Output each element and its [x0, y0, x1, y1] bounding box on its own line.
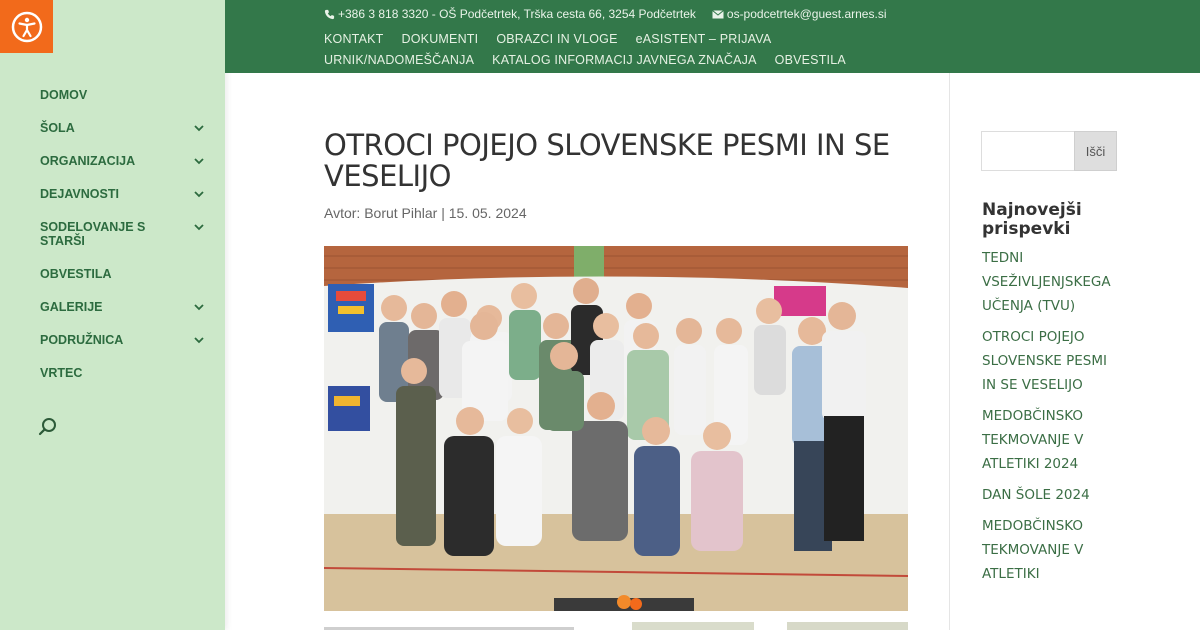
recent-post-link[interactable]: OTROCI POJEJO SLOVENSKE PESMI IN SE VESELIJO — [982, 329, 1107, 393]
accessibility-button[interactable] — [0, 0, 53, 53]
accessibility-icon — [11, 11, 43, 43]
nav-item-label: PODRUŽNICA — [40, 333, 124, 347]
left-sidebar — [0, 0, 225, 630]
post-body-snippet — [324, 624, 624, 630]
nav-item-sola[interactable] — [40, 121, 205, 135]
nav-item-label: OBVESTILA — [40, 267, 112, 281]
chevron-down-icon[interactable] — [193, 222, 205, 232]
top-menu-item-katalog[interactable]: KATALOG INFORMACIJ JAVNEGA ZNAČAJA — [492, 53, 757, 67]
nav-item-podruznica[interactable] — [40, 333, 205, 347]
top-menu — [324, 29, 944, 71]
nav-item-sodelovanje[interactable] — [40, 220, 205, 248]
nav-item-label: ORGANIZACIJA — [40, 154, 136, 168]
sidebar-search-button[interactable]: Išči — [1074, 131, 1117, 171]
email-text: os-podcetrtek@guest.arnes.si — [726, 7, 887, 21]
post-title: OTROCI POJEJO SLOVENSKE PESMI IN SE VESELIJO — [324, 128, 890, 193]
chevron-down-icon[interactable] — [193, 189, 205, 199]
contact-line — [324, 7, 886, 21]
group-photo-illustration — [324, 246, 908, 611]
phone-icon — [324, 9, 335, 20]
nav-item-label: GALERIJE — [40, 300, 103, 314]
chevron-down-icon[interactable] — [193, 302, 205, 312]
recent-post-link[interactable]: DAN ŠOLE 2024 — [982, 487, 1090, 503]
recent-post-link[interactable]: MEDOBČINSKO TEKMOVANJE V ATLETIKI — [982, 518, 1084, 582]
search-icon[interactable] — [38, 417, 58, 437]
nav-item-label: SODELOVANJE S STARŠI — [40, 220, 146, 248]
recent-post-link[interactable]: MEDOBČINSKO TEKMOVANJE V ATLETIKI 2024 — [982, 408, 1084, 472]
top-menu-item-dokumenti[interactable]: DOKUMENTI — [401, 32, 479, 46]
post-image[interactable] — [324, 246, 908, 611]
nav-item-galerije[interactable] — [40, 300, 205, 314]
gallery-thumbnail[interactable] — [787, 622, 908, 630]
nav-item-domov[interactable] — [40, 88, 168, 102]
chevron-down-icon[interactable] — [193, 335, 205, 345]
nav-item-label: DEJAVNOSTI — [40, 187, 119, 201]
nav-item-dejavnosti[interactable] — [40, 187, 205, 201]
contact-text: +386 3 818 3320 - OŠ Podčetrtek, Trška cesta 66, 3254 Podčetrtek — [338, 7, 696, 21]
nav-item-label: VRTEC — [40, 366, 83, 380]
top-menu-item-obvestila[interactable]: OBVESTILA — [774, 53, 846, 67]
recent-posts-title: Najnovejši prispevki — [982, 200, 1082, 239]
nav-item-label: DOMOV — [40, 88, 88, 102]
gallery-thumbnail[interactable] — [632, 622, 754, 630]
recent-posts-list — [982, 246, 1122, 593]
nav-item-organizacija[interactable] — [40, 154, 205, 168]
content-divider — [949, 73, 950, 630]
sidebar-search-input[interactable] — [981, 131, 1075, 171]
top-menu-item-obrazci[interactable]: OBRAZCI IN VLOGE — [496, 32, 618, 46]
nav-item-obvestila[interactable] — [40, 267, 168, 281]
nav-item-label: ŠOLA — [40, 121, 75, 135]
envelope-icon — [712, 10, 724, 19]
top-menu-item-kontakt[interactable]: KONTAKT — [324, 32, 384, 46]
nav-item-vrtec[interactable] — [40, 366, 168, 380]
chevron-down-icon[interactable] — [193, 123, 205, 133]
top-menu-item-urnik[interactable]: URNIK/NADOMEŠČANJA — [324, 53, 475, 67]
top-menu-item-easistent[interactable]: eASISTENT – PRIJAVA — [635, 32, 772, 46]
chevron-down-icon[interactable] — [193, 156, 205, 166]
post-meta: Avtor: Borut Pihlar | 15. 05. 2024 — [324, 205, 527, 221]
recent-post-link[interactable]: TEDNI VSEŽIVLJENJSKEGA UČENJA (TVU) — [982, 250, 1111, 314]
email-link[interactable] — [712, 7, 887, 21]
top-header — [225, 0, 1200, 73]
